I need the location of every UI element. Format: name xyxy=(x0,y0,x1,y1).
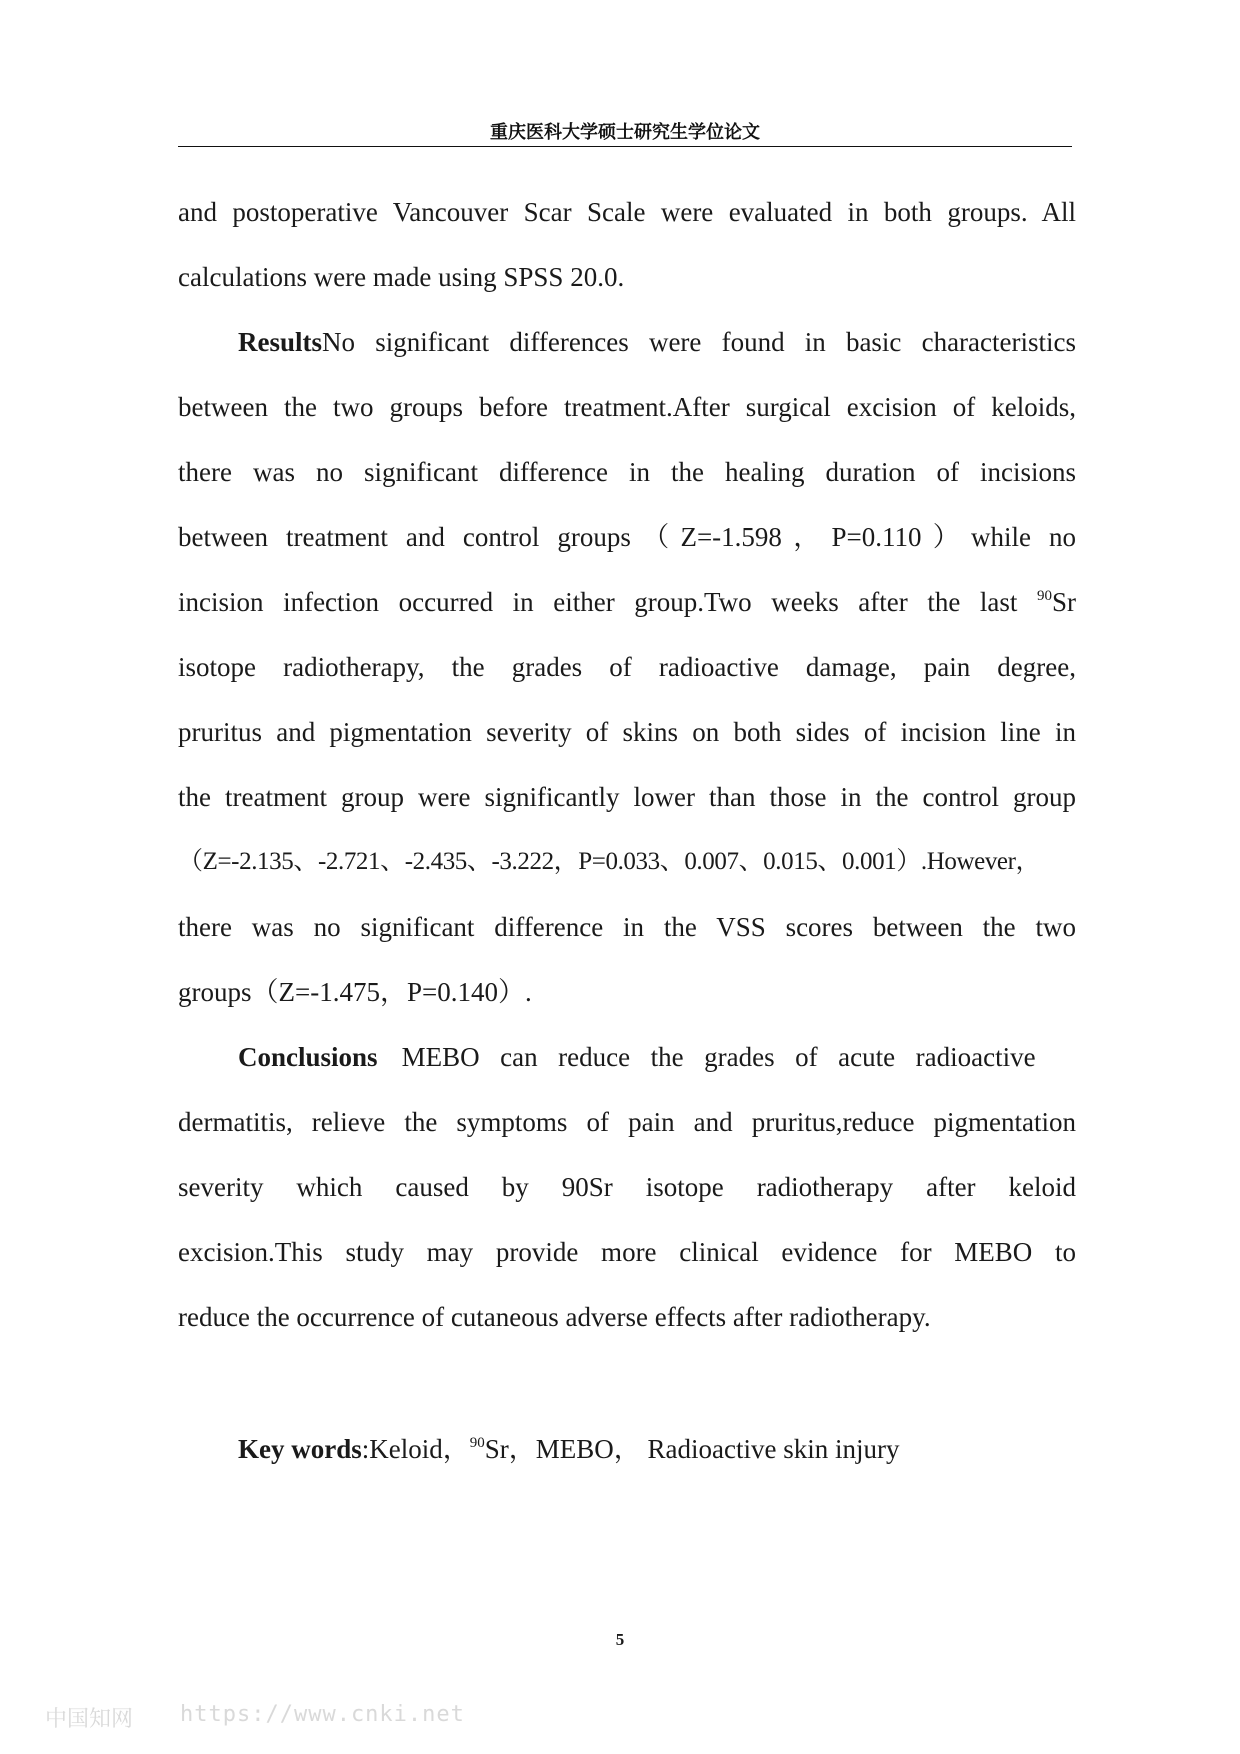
keywords-label: Key words xyxy=(238,1434,362,1464)
text-line: groups（Z=-1.475，P=0.140）. xyxy=(178,977,532,1007)
results-first-line: ResultsNo significant differences were found in basic characteristics xyxy=(238,327,1076,357)
text-line: calculations were made using SPSS 20.0. xyxy=(178,262,625,292)
text-line: pruritus and pigmentation severity of skins on both sides of incision line in xyxy=(178,717,1076,747)
results-label: Results xyxy=(238,327,323,357)
text-line: （Z=-2.135、-2.721、-2.435、-3.222，P=0.033、0.007、0.015、0.001）.However， xyxy=(178,848,1041,875)
text-line: there was no significant difference in the healing duration of incisions xyxy=(178,457,1076,487)
conclusions-first-line: Conclusions MEBO can reduce the grades of acute radioactive xyxy=(238,1042,1036,1072)
text-line: dermatitis, relieve the symptoms of pain and pruritus,reduce pigmentation xyxy=(178,1107,1076,1137)
header-divider xyxy=(178,146,1072,147)
isotope-superscript: 90 xyxy=(469,1435,485,1451)
page-number: 5 xyxy=(615,1630,625,1649)
text-line: there was no significant difference in the VSS scores between the two xyxy=(178,912,1076,942)
text-line: between the two groups before treatment.After surgical excision of keloids, xyxy=(178,392,1076,422)
text-line: and postoperative Vancouver Scar Scale were evaluated in both groups. All xyxy=(178,197,1076,227)
text-line-with-superscript: incision infection occurred in either group.Two weeks after the last $^{90}$Sr xyxy=(178,587,1076,617)
watermark-site-name: 中国知网 xyxy=(45,1707,134,1732)
text-line: between treatment and control groups（Z=-1.598，P=0.110）while no xyxy=(178,522,1076,552)
watermark-url: https://www.cnki.net xyxy=(180,1702,465,1727)
text-line: severity which caused by 90Sr isotope radiotherapy after keloid xyxy=(178,1172,1076,1202)
text-line: isotope radiotherapy, the grades of radioactive damage, pain degree, xyxy=(178,652,1076,682)
keywords-line: Key words:Keloid，$^{90}$Sr，MEBO， Radioactive skin injury xyxy=(238,1434,900,1464)
text-line: excision.This study may provide more clinical evidence for MEBO to xyxy=(178,1237,1076,1267)
text-line: the treatment group were significantly lower than those in the control group xyxy=(178,782,1076,812)
conclusions-label: Conclusions xyxy=(238,1042,378,1072)
running-header: 重庆医科大学硕士研究生学位论文 xyxy=(490,122,760,143)
isotope-superscript: 90 xyxy=(1036,588,1052,604)
text-line: reduce the occurrence of cutaneous adverse effects after radiotherapy. xyxy=(178,1302,931,1332)
